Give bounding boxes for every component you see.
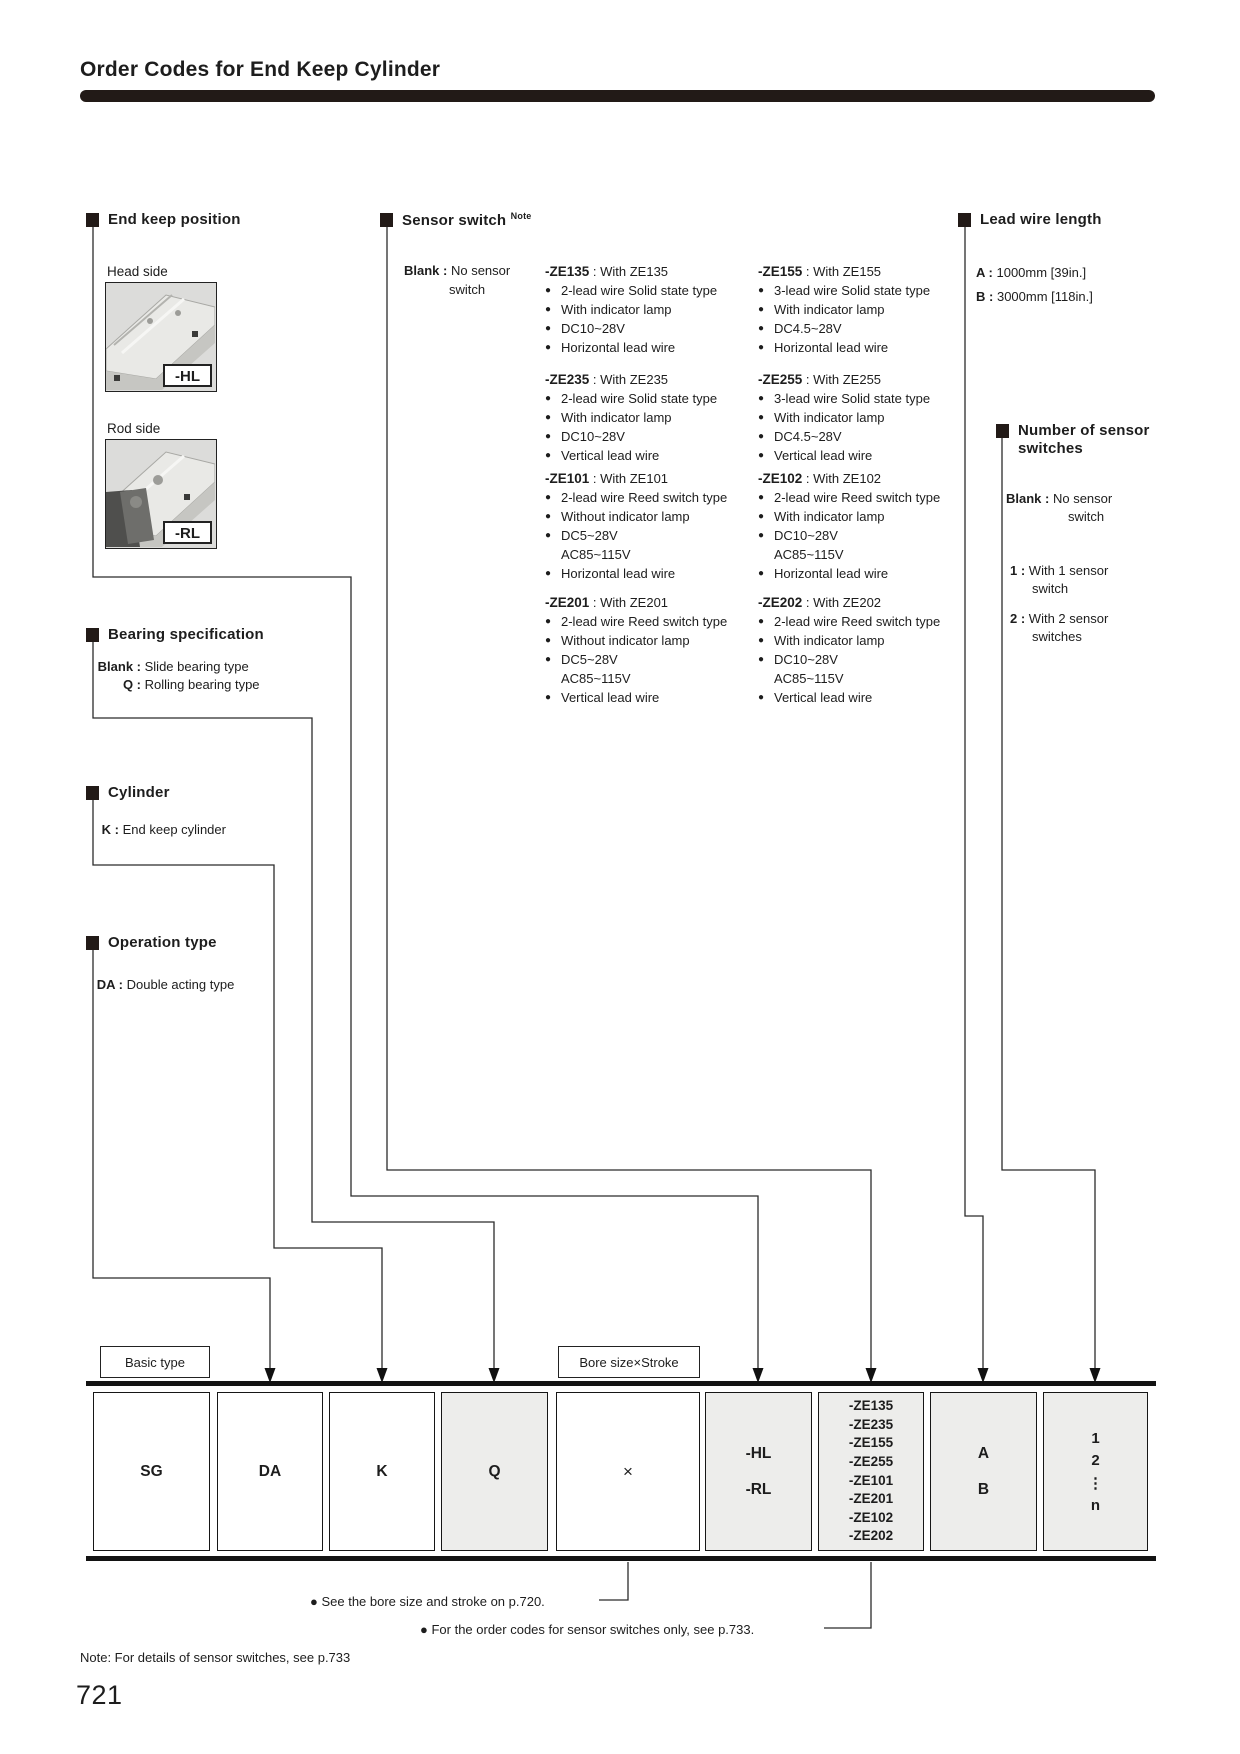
note-superscript: Note <box>510 211 532 221</box>
bore-size-stroke-label: Bore size×Stroke <box>558 1346 700 1378</box>
code-line: -ZE101 <box>848 1472 894 1488</box>
section-title-cylinder: Cylinder <box>108 784 170 801</box>
sensor-option-feature <box>545 526 760 545</box>
code-line: -ZE135 <box>848 1398 894 1414</box>
sensor-option-feature <box>758 545 973 564</box>
section-bullet <box>958 213 971 227</box>
note-sensor-order-codes: ● For the order codes for sensor switches only, see p.733. <box>420 1622 755 1637</box>
option-key: B : <box>976 289 994 304</box>
count-option-1-line2: switch <box>1032 581 1069 596</box>
feature-text: With indicator lamp <box>774 509 885 524</box>
sensor-option-feature <box>545 319 760 338</box>
bullet-dot-icon: ● <box>545 654 552 665</box>
bullet-spacer <box>545 545 561 564</box>
bullet-dot-icon: ● <box>545 635 552 646</box>
feature-text: Vertical lead wire <box>561 448 660 463</box>
feature-text: Vertical lead wire <box>774 690 873 705</box>
bullet-dot-icon: ● <box>545 323 552 334</box>
bullet-spacer <box>545 669 561 688</box>
feature-text: 2-lead wire Solid state type <box>561 391 718 406</box>
section-title-sensor-switch <box>402 211 531 229</box>
bullet-dot-icon: ● <box>758 393 765 404</box>
section-bullet <box>86 936 99 950</box>
section-title-bearing: Bearing specification <box>108 626 264 643</box>
feature-text: Without indicator lamp <box>561 509 690 524</box>
option-value: Double acting type <box>126 977 235 992</box>
option-value: Rolling bearing type <box>144 677 260 692</box>
code-line: -HL <box>745 1444 772 1462</box>
section-title-lead-wire: Lead wire length <box>980 211 1102 228</box>
basic-type-label: Basic type <box>100 1346 210 1378</box>
bullet-dot-icon: ● <box>545 431 552 442</box>
bullet-dot-icon: ● <box>545 393 552 404</box>
sensor-option-feature <box>545 545 760 564</box>
option-value: No sensor <box>450 263 511 278</box>
code-line: B <box>977 1480 990 1498</box>
feature-text: DC10~28V <box>774 652 838 667</box>
option-value: 3000mm [118in.] <box>996 289 1093 304</box>
sensor-option-ze201 <box>545 593 760 707</box>
sensor-option-feature <box>758 389 973 408</box>
count-option-2 <box>1010 610 1108 628</box>
sensor-option-feature <box>545 631 760 650</box>
bullet-dot-icon: ● <box>758 568 765 579</box>
sensor-option-feature <box>758 526 973 545</box>
option-value: 1000mm [39in.] <box>996 265 1087 280</box>
code-line: -RL <box>745 1480 772 1498</box>
bullet-dot-icon: ● <box>545 568 552 579</box>
feature-text: DC10~28V <box>774 528 838 543</box>
sensor-option-feature <box>545 281 760 300</box>
bullet-dot-icon: ● <box>545 616 552 627</box>
code-line: K <box>376 1462 388 1480</box>
option-key: Blank : <box>1006 491 1050 506</box>
sensor-option-feature <box>758 631 973 650</box>
feature-text: DC10~28V <box>561 321 625 336</box>
code-line: × <box>623 1461 633 1481</box>
option-key: DA : <box>96 977 123 992</box>
option-value: With 2 sensor <box>1028 611 1109 626</box>
bullet-dot-icon: ● <box>545 285 552 296</box>
sensor-option-feature <box>545 669 760 688</box>
feature-text: DC4.5~28V <box>774 429 842 444</box>
code-line: 1 <box>1091 1429 1100 1447</box>
bullet-dot-icon: ● <box>758 511 765 522</box>
bullet-dot-icon: ● <box>545 692 552 703</box>
option-value: With 1 sensor <box>1028 563 1109 578</box>
bullet-dot-icon: ● <box>545 412 552 423</box>
sensor-blank-option <box>404 262 510 280</box>
code-line: ⋮ <box>1088 1474 1103 1492</box>
code-line: SG <box>140 1462 163 1480</box>
feature-text: 2-lead wire Reed switch type <box>774 490 941 505</box>
feature-text: 2-lead wire Reed switch type <box>561 490 728 505</box>
footer-note: Note: For details of sensor switches, see p.733 <box>80 1650 351 1665</box>
sensor-option-feature <box>545 389 760 408</box>
section-bullet <box>86 628 99 642</box>
order-row-top-rule <box>86 1381 1156 1386</box>
cylinder-option-k <box>93 821 226 839</box>
operation-option-da <box>93 976 234 994</box>
head-side-code-tag: -HL <box>163 364 212 387</box>
sensor-option-feature <box>758 669 973 688</box>
sensor-option-ze155 <box>758 262 973 357</box>
sensor-option-feature <box>758 612 973 631</box>
bullet-spacer <box>758 669 774 688</box>
feature-text: With indicator lamp <box>774 410 885 425</box>
order-box-bearing <box>441 1392 548 1551</box>
feature-text: 3-lead wire Solid state type <box>774 283 931 298</box>
bullet-dot-icon: ● <box>758 342 765 353</box>
feature-text: With indicator lamp <box>561 302 672 317</box>
rod-side-label: Rod side <box>107 421 161 436</box>
sensor-option-feature <box>758 300 973 319</box>
bullet-dot-icon: ● <box>758 616 765 627</box>
sensor-option-feature <box>545 446 760 465</box>
sensor-option-feature <box>545 688 760 707</box>
sensor-switch-title-text: Sensor switch <box>402 212 507 229</box>
feature-text: AC85~115V <box>774 671 844 686</box>
count-option-2-line2: switches <box>1032 629 1082 644</box>
section-bullet <box>86 786 99 800</box>
feature-text: Vertical lead wire <box>561 690 660 705</box>
order-box-end-keep <box>705 1392 812 1551</box>
bullet-dot-icon: ● <box>758 530 765 541</box>
sensor-option-feature <box>758 338 973 357</box>
bullet-dot-icon: ● <box>545 530 552 541</box>
feature-text: 2-lead wire Reed switch type <box>561 614 728 629</box>
bullet-dot-icon: ● <box>758 285 765 296</box>
feature-text: DC4.5~28V <box>774 321 842 336</box>
option-key: 1 : <box>1010 563 1026 578</box>
sensor-option-title: -ZE202 : With ZE202 <box>758 595 882 610</box>
count-option-blank-line2: switch <box>1068 509 1105 524</box>
sensor-option-feature <box>758 408 973 427</box>
code-line: DA <box>258 1462 282 1480</box>
option-key: A : <box>976 265 993 280</box>
page-number: 721 <box>76 1680 123 1710</box>
sensor-option-ze235 <box>545 370 760 465</box>
bullet-spacer <box>758 545 774 564</box>
sensor-option-feature <box>758 319 973 338</box>
sensor-option-feature <box>545 488 760 507</box>
bullet-dot-icon: ● <box>545 511 552 522</box>
sensor-option-feature <box>758 446 973 465</box>
option-key: 2 : <box>1010 611 1026 626</box>
bullet-dot-icon: ● <box>545 492 552 503</box>
order-box-switch-count <box>1043 1392 1148 1551</box>
feature-text: DC10~28V <box>561 429 625 444</box>
lead-option-a <box>976 264 1086 282</box>
feature-text: 2-lead wire Solid state type <box>561 283 718 298</box>
bullet-dot-icon: ● <box>758 450 765 461</box>
section-title-end-keep: End keep position <box>108 211 241 228</box>
code-line: -ZE235 <box>848 1416 894 1432</box>
section-bullet <box>380 213 393 227</box>
bullet-dot-icon: ● <box>758 412 765 423</box>
section-bullet <box>996 424 1009 438</box>
sensor-option-feature <box>758 488 973 507</box>
feature-text: With indicator lamp <box>774 633 885 648</box>
feature-text: 3-lead wire Solid state type <box>774 391 931 406</box>
feature-text: Horizontal lead wire <box>561 566 676 581</box>
sensor-option-feature <box>758 650 973 669</box>
option-key: Q : <box>122 677 141 692</box>
sensor-option-feature <box>545 564 760 583</box>
feature-text: Horizontal lead wire <box>561 340 676 355</box>
page-title: Order Codes for End Keep Cylinder <box>80 58 441 81</box>
code-line: A <box>977 1444 990 1462</box>
feature-text: With indicator lamp <box>774 302 885 317</box>
feature-text: AC85~115V <box>561 671 631 686</box>
bullet-dot-icon: ● <box>545 450 552 461</box>
sensor-option-feature <box>758 427 973 446</box>
bullet-dot-icon: ● <box>758 692 765 703</box>
sensor-option-title: -ZE102 : With ZE102 <box>758 471 882 486</box>
sensor-option-feature <box>545 427 760 446</box>
bullet-dot-icon: ● <box>758 431 765 442</box>
code-line: -ZE202 <box>848 1528 894 1544</box>
order-box-lead-wire <box>930 1392 1037 1551</box>
code-line: -ZE255 <box>848 1453 894 1469</box>
sensor-option-feature <box>545 507 760 526</box>
option-value: Slide bearing type <box>144 659 249 674</box>
sensor-option-feature <box>758 564 973 583</box>
sensor-option-feature <box>545 612 760 631</box>
sensor-option-ze202 <box>758 593 973 707</box>
feature-text: DC5~28V <box>561 652 618 667</box>
sensor-option-feature <box>758 281 973 300</box>
sensor-option-title: -ZE101 : With ZE101 <box>545 471 669 486</box>
sensor-option-feature <box>758 688 973 707</box>
order-box-basic-type <box>93 1392 210 1551</box>
sensor-option-title: -ZE255 : With ZE255 <box>758 372 882 387</box>
bullet-dot-icon: ● <box>758 654 765 665</box>
count-option-1 <box>1010 562 1108 580</box>
option-value: No sensor <box>1052 491 1113 506</box>
feature-text: Horizontal lead wire <box>774 566 889 581</box>
sensor-option-feature <box>545 408 760 427</box>
option-value: End keep cylinder <box>122 822 226 837</box>
sensor-option-feature <box>545 300 760 319</box>
feature-text: Vertical lead wire <box>774 448 873 463</box>
section-bullet <box>86 213 99 227</box>
bullet-dot-icon: ● <box>758 304 765 315</box>
feature-text: With indicator lamp <box>561 410 672 425</box>
feature-text: Horizontal lead wire <box>774 340 889 355</box>
feature-text: 2-lead wire Reed switch type <box>774 614 941 629</box>
option-key: K : <box>101 822 119 837</box>
bullet-dot-icon: ● <box>758 635 765 646</box>
sensor-option-ze101 <box>545 469 760 583</box>
sensor-option-feature <box>545 650 760 669</box>
code-line: -ZE201 <box>848 1491 894 1507</box>
sensor-option-ze255 <box>758 370 973 465</box>
order-row-bottom-rule <box>86 1556 1156 1561</box>
section-title-switch-count-line2: switches <box>1018 440 1083 457</box>
sensor-option-ze102 <box>758 469 973 583</box>
bullet-dot-icon: ● <box>545 304 552 315</box>
note-bore-size: ● See the bore size and stroke on p.720. <box>310 1594 545 1609</box>
bearing-option-blank <box>93 658 249 676</box>
bullet-dot-icon: ● <box>758 492 765 503</box>
bullet-dot-icon: ● <box>545 342 552 353</box>
feature-text: AC85~115V <box>774 547 844 562</box>
sensor-option-title: -ZE235 : With ZE235 <box>545 372 669 387</box>
code-line: n <box>1090 1496 1101 1514</box>
feature-text: DC5~28V <box>561 528 618 543</box>
sensor-blank-option-line2: switch <box>449 282 486 297</box>
order-box-bore-stroke <box>556 1392 700 1551</box>
title-underline-bar <box>80 90 1155 102</box>
feature-text: Without indicator lamp <box>561 633 690 648</box>
sensor-option-title: -ZE135 : With ZE135 <box>545 264 669 279</box>
order-box-operation <box>217 1392 323 1551</box>
order-box-cylinder <box>329 1392 435 1551</box>
section-title-operation: Operation type <box>108 934 217 951</box>
head-side-label: Head side <box>107 264 168 279</box>
sensor-option-title: -ZE201 : With ZE201 <box>545 595 669 610</box>
feature-text: AC85~115V <box>561 547 631 562</box>
lead-option-b <box>976 288 1093 306</box>
code-line: Q <box>488 1462 501 1480</box>
option-key: Blank : <box>404 263 448 278</box>
sensor-option-title: -ZE155 : With ZE155 <box>758 264 882 279</box>
code-line: -ZE155 <box>848 1435 894 1451</box>
count-option-blank <box>1006 490 1112 508</box>
rod-side-code-tag: -RL <box>163 521 212 544</box>
section-title-switch-count: Number of sensor <box>1018 422 1150 439</box>
code-line: 2 <box>1091 1451 1100 1469</box>
sensor-option-ze135 <box>545 262 760 357</box>
order-box-sensor <box>818 1392 924 1551</box>
bullet-dot-icon: ● <box>758 323 765 334</box>
code-line: -ZE102 <box>848 1509 894 1525</box>
option-key: Blank : <box>97 659 141 674</box>
sensor-option-feature <box>758 507 973 526</box>
sensor-option-feature <box>545 338 760 357</box>
bearing-option-q <box>93 676 260 694</box>
